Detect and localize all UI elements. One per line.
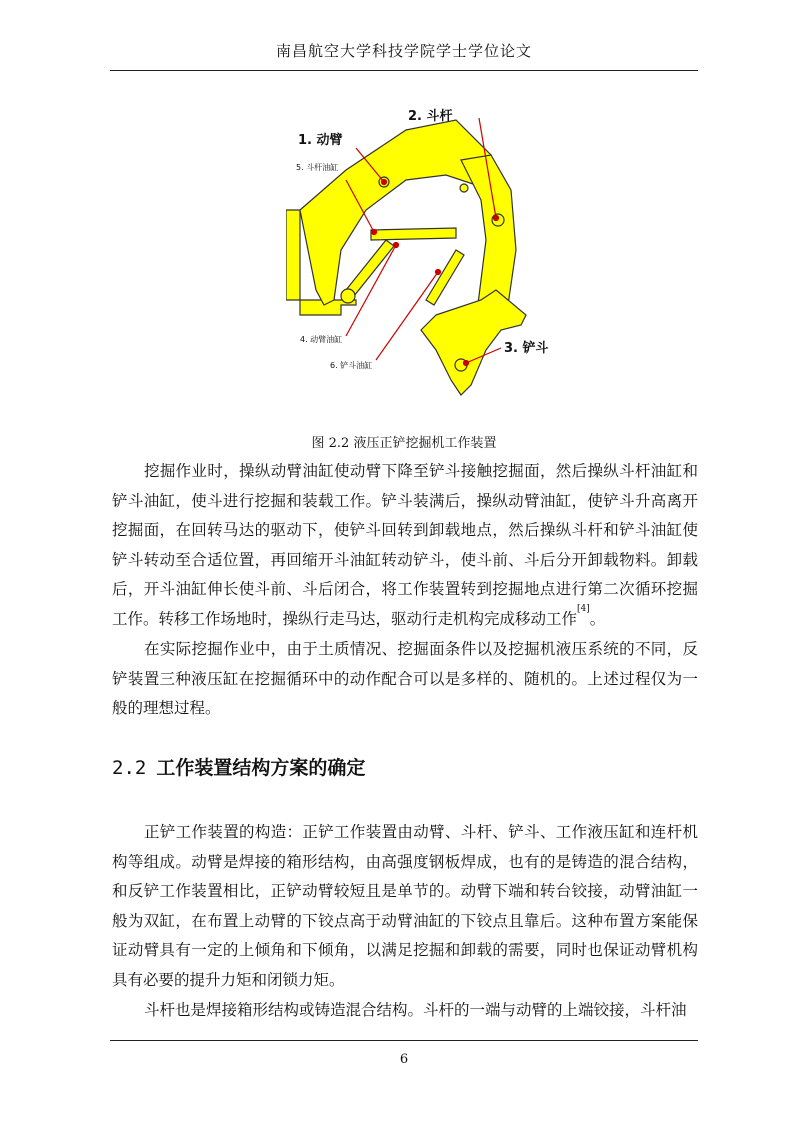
bucket-cylinder-shape xyxy=(426,250,464,305)
header-rule xyxy=(110,70,698,71)
citation: [4] xyxy=(577,603,590,614)
page-number: 6 xyxy=(399,1052,409,1067)
paragraph: 在实际挖掘作业中，由于土质情况、挖掘面条件以及挖掘机液压系统的不同，反铲装置三种液压缸在挖掘循环中的动作配合可以是多样的、随机的。上述过程仅为一般的理想过程。 xyxy=(112,640,698,718)
label-bucket-cylinder: 6. 铲斗油缸 xyxy=(330,361,373,370)
label-stick-cylinder: 5. 斗杆油缸 xyxy=(296,163,339,172)
footer-rule xyxy=(110,1040,698,1041)
figure-caption: 图 2.2 液压正铲挖掘机工作装置 xyxy=(311,436,497,451)
section-heading xyxy=(112,753,365,780)
section-number: 2.2 xyxy=(112,757,147,779)
label-boom: 1. 动臂 xyxy=(298,133,343,148)
running-header: 南昌航空大学科技学院学士学位论文 xyxy=(275,42,532,60)
paragraph: 挖掘作业时，操纵动臂油缸使动臂下降至铲斗接触挖掘面，然后操纵斗杆油缸和铲斗油缸，使斗进行挖掘和装载工作。铲斗装满后，操纵动臂油缸，使铲斗升高离开挖掘面，在回转马达的驱动下，使铲斗回转到卸载地点，然后操纵斗杆和铲斗油缸使铲斗转动至合适位置，再回缩开斗油缸转动铲斗，使斗前、斗后分开卸载物料。卸载后，开斗油缸伸长使斗前、斗后闭合，将工作装置转到挖掘地点进行第二次循环挖掘工作。转移工作场地时，操纵行走马达，驱动行走机构完成移动工作[4]。 xyxy=(112,462,698,628)
pivot-pin xyxy=(341,289,355,303)
label-stick: 2. 斗杆 xyxy=(408,109,453,124)
label-boom-cylinder: 4. 动臂油缸 xyxy=(300,335,343,344)
section-title-text: 工作装置结构方案的确定 xyxy=(156,757,366,779)
boom-cylinder-shape xyxy=(346,240,394,296)
label-bucket: 3. 铲斗 xyxy=(504,341,549,356)
paragraph: 斗杆也是焊接箱形结构或铸造混合结构。斗杆的一端与动臂的上端铰接，斗杆油 xyxy=(144,1001,687,1019)
paragraph: 正铲工作装置的构造：正铲工作装置由动臂、斗杆、铲斗、工作液压缸和连杆机构等组成。动臂是焊接的箱形结构，由高强度钢板焊成，也有的是铸造的混合结构，和反铲工作装置相比，正铲动臂较短且是单节的。动臂下端和转台铰接，动臂油缸一般为双缸，在布置上动臂的下铰点高于动臂油缸的下铰点且靠后。这种布置方案能保证动臂具有一定的上倾角和下倾角，以满足挖掘和卸载的需要，同时也保证动臂机构具有必要的提升力矩和闭锁力矩。 xyxy=(112,823,698,989)
pivot-pin xyxy=(460,184,468,192)
excavator-figure xyxy=(286,100,562,400)
stick-cylinder-shape xyxy=(371,228,456,240)
